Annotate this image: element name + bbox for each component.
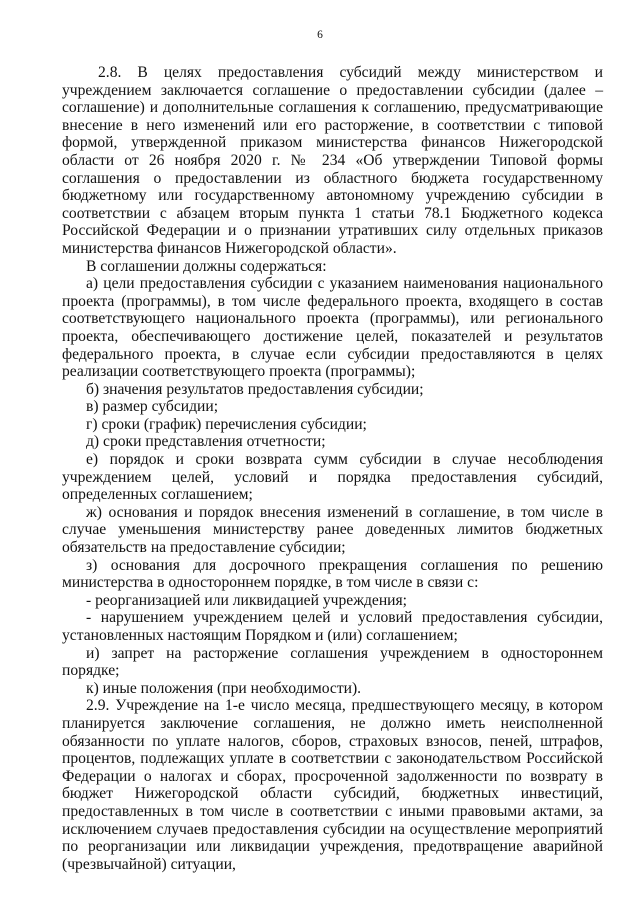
list-item-d: д) сроки представления отчетности; <box>86 433 326 451</box>
list-item-v: в) размер субсидии; <box>86 398 219 416</box>
page-number: 6 <box>317 29 323 41</box>
paragraph-2-9: 2.9. Учреждение на 1-е число месяца, предшествующего месяцу, в котором планируется заключение соглашения, не должно иметь неисполненной обязанности по уплате налогов, сборов, страховых взносов, пеней, штрафов, процентов, подлежащих уплате в соответствии с законодательством Российской Федерации о налогах и сборах, просроченной задолженности по возврату в бюджет Нижегородской области субсидий, бюджетных инвестиций, предоставленных в том числе в соответствии с иными правовыми актами, за исключением случаев предоставления субсидии на осуществление мероприятий по реорганизации или ликвидации учреждения, предотвращение аварийной (чрезвычайной) ситуации, <box>62 697 603 873</box>
list-item-g: г) сроки (график) перечисления субсидии; <box>86 415 367 433</box>
list-item-a: а) цели предоставления субсидии с указанием наименования национального проекта (программы), в том числе федерального проекта, входящего в состав соответствующего национального проекта (программы), или регионального проекта, обеспечивающего достижение целей, показателей и результатов федерального проекта, в случае если субсидии предоставляются в целях реализации соответствующего проекта (программы); <box>62 275 603 381</box>
list-item-b: б) значения результатов предоставления субсидии; <box>86 380 424 398</box>
list-item-z: з) основания для досрочного прекращения соглашения по решению министерства в одностороннем порядке, в том числе в связи с: <box>62 556 603 592</box>
list-item-e: е) порядок и сроки возврата сумм субсидии в случае несоблюдения учреждением целей, условий и порядка предоставления субсидий, определенных соглашением; <box>62 451 603 504</box>
list-item-i: и) запрет на расторжение соглашения учреждением в одностороннем порядке; <box>62 644 603 680</box>
list-item-k: к) иные положения (при необходимости). <box>86 679 362 697</box>
sub-item-reorganization: - реорганизацией или ликвидацией учреждения; <box>86 591 408 609</box>
document-body <box>62 64 603 873</box>
list-item-zh: ж) основания и порядок внесения изменений в соглашение, в том числе в случае уменьшения министерству ранее доведенных лимитов бюджетных обязательств на предоставление субсидии; <box>62 503 603 557</box>
sub-item-violation: - нарушением учреждением целей и условий предоставления субсидии, установленных настоящим Порядком и (или) соглашением; <box>62 609 603 644</box>
paragraph-agreement-contents: В соглашении должны содержаться: <box>86 257 327 275</box>
paragraph-2-8: 2.8. В целях предоставления субсидий между министерством и учреждением заключается соглашение о предоставлении субсидии (далее – соглашение) и дополнительные соглашения к соглашению, предусматривающие внесение в него изменений или его расторжение, в соответствии с типовой формой, утвержденной приказом министерства финансов Нижегородской области от 26 ноября 2020 г. № 234 «Об утверждении Типовой формы соглашения о предоставлении из областного бюджета государственному бюджетному или государственному автономному учреждению субсидии в соответствии с абзацем вторым пункта 1 статьи 78.1 Бюджетного кодекса Российской Федерации и о признании утративших силу отдельных приказов министерства финансов Нижегородской области». <box>62 64 603 257</box>
